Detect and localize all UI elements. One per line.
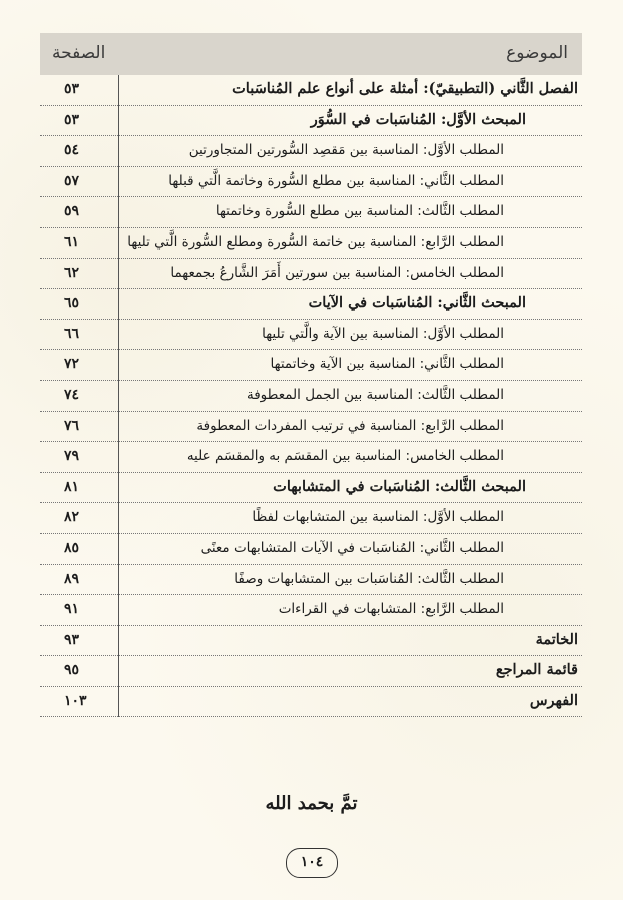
toc-entry [40, 320, 582, 351]
toc-entry [40, 75, 582, 106]
toc-entry [40, 381, 582, 412]
toc-entry-page: ٦٦ [64, 325, 80, 342]
toc-entry-page: ٦١ [64, 233, 80, 250]
toc-entry-page: ٧٦ [64, 417, 80, 434]
toc-entry-page: ٨٥ [64, 539, 80, 556]
page-column-header: الصفحة [52, 43, 106, 63]
toc-entry-page: ٥٣ [64, 81, 80, 97]
toc-entry-title: الفصل الثَّاني (التطبيقيّ): أمثلة على أنواع علم المُناسَبات [232, 80, 578, 97]
toc-entry-page: ٩٣ [64, 631, 80, 648]
toc-entry-title: المطلب الرَّابع: المناسبة بين خاتمة السُّورة ومطلع السُّورة الَّتي تليها [127, 233, 504, 250]
toc-entry [40, 197, 582, 228]
page-number: ١٠٤ [286, 848, 338, 878]
closing-text: تمَّ بحمد الله [265, 793, 358, 814]
toc-entry-title: المطلب الثَّاني: المناسبة بين الآية وخاتمتها [270, 356, 504, 373]
toc-entry-page: ٦٥ [64, 295, 80, 312]
toc-entry-page: ٨٢ [64, 509, 80, 526]
toc-entry [40, 412, 582, 443]
toc-entry-title: المطلب الأوَّل: المناسبة بين مَقصِد السُّورتين المتجاورتين [188, 142, 504, 159]
toc-entry [40, 259, 582, 290]
toc-entry-title: المطلب الأوَّل: المناسبة بين الآية والَّتي تليها [262, 325, 504, 342]
toc-entry-page: ٨١ [64, 478, 80, 495]
toc-entry-page: ٥٣ [64, 111, 80, 128]
toc-entry [40, 228, 582, 259]
toc-entry-title: المطلب الثَّاني: المُناسَبات في الآيات المتشابهات معنًى [200, 539, 504, 556]
toc-entry [40, 167, 582, 198]
toc-rows [40, 75, 582, 717]
toc-entry-page: ٥٩ [64, 203, 80, 220]
toc-entry-page: ٥٤ [64, 142, 80, 159]
toc-entry-title: المطلب الثَّالث: المُناسَبات بين المتشابهات وصفًا [234, 570, 504, 587]
toc-entry-page: ٥٧ [64, 172, 80, 189]
toc-entry-page: ٧٢ [64, 356, 80, 373]
toc-entry-title: المبحث الثَّالث: المُناسَبات في المتشابهات [273, 477, 526, 495]
toc-entry [40, 534, 582, 565]
toc-entry-page: ٧٩ [64, 448, 80, 465]
toc-entry-title: المطلب الرَّابع: المتشابهات في القراءات [278, 601, 504, 618]
toc-entry-title: المطلب الثَّالث: المناسبة بين مطلع السُّورة وخاتمتها [215, 203, 504, 220]
toc-entry-title: المطلب الرَّابع: المناسبة في ترتيب المفردات المعطوفة [196, 417, 504, 434]
toc-entry-page: ٩٥ [64, 662, 80, 679]
toc-header [40, 33, 582, 75]
toc-entry [40, 136, 582, 167]
toc-entry-title: المبحث الثَّاني: المُناسَبات في الآيات [308, 294, 526, 312]
toc-entry [40, 473, 582, 504]
toc-entry-title: المطلب الثَّاني: المناسبة بين مطلع السُّورة وخاتمة الَّتي قبلها [168, 172, 504, 189]
toc-entry-title: قائمة المراجع [495, 661, 578, 679]
toc-entry-title: الفهرس [529, 691, 578, 709]
toc-entry-page: ٨٩ [64, 570, 80, 587]
toc-entry-page: ١٠٣ [64, 692, 87, 709]
toc-entry-title: المطلب الثَّالث: المناسبة بين الجمل المعطوفة [246, 386, 504, 403]
toc-entry [40, 565, 582, 596]
toc-entry-title: المبحث الأوَّل: المُناسَبات في السُّوَر [310, 110, 526, 128]
toc-entry [40, 442, 582, 473]
toc-entry [40, 626, 582, 657]
toc-entry-page: ٧٤ [64, 386, 80, 403]
toc-entry [40, 350, 582, 381]
toc-entry [40, 595, 582, 626]
toc-entry-title: المطلب الخامس: المناسبة بين سورتين أَمَرَ الشَّارعُ بجمعهما [170, 264, 504, 281]
topic-column-header: الموضوع [506, 43, 568, 63]
table-of-contents [40, 33, 582, 717]
toc-entry-title: المطلب الخامس: المناسبة بين المقسَم به والمقسَم عليه [186, 448, 504, 465]
toc-entry [40, 106, 582, 137]
toc-entry-page: ٦٢ [64, 264, 80, 281]
toc-entry [40, 656, 582, 687]
toc-entry [40, 289, 582, 320]
toc-entry [40, 503, 582, 534]
toc-entry-title: الخاتمة [535, 630, 578, 648]
toc-entry-page: ٩١ [64, 601, 80, 618]
toc-entry [40, 687, 582, 718]
toc-entry-title: المطلب الأوَّل: المناسبة بين المتشابهات لفظًا [252, 509, 504, 526]
